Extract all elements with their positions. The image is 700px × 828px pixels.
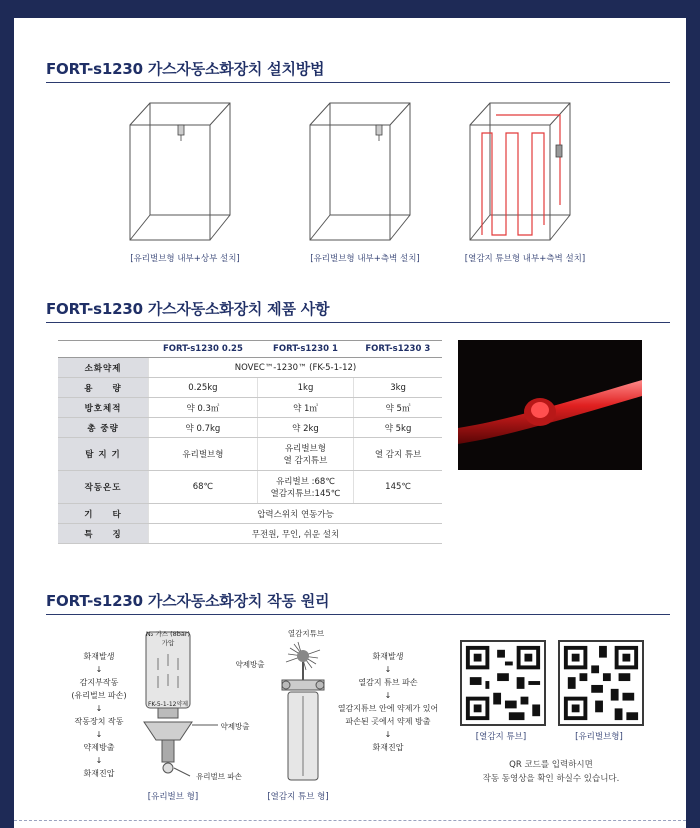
- page-bottom-divider: [14, 820, 686, 821]
- table-row: [58, 418, 442, 438]
- tube-flow-list: [326, 650, 450, 754]
- row-label: 소화약제: [58, 358, 149, 378]
- section-rule: [46, 614, 670, 615]
- spec-table: [58, 340, 442, 544]
- qr-code-icon: [462, 642, 544, 724]
- table-row: [58, 471, 442, 504]
- tube-photo-image: [458, 340, 642, 470]
- arrow-icon: ↓: [384, 665, 392, 674]
- section-rule: [46, 322, 670, 323]
- arrow-icon: ↓: [384, 691, 392, 700]
- row-label: 작동온도: [58, 471, 149, 504]
- cell: 약 2kg: [257, 418, 353, 438]
- cell: 열 감지 튜브: [354, 438, 442, 471]
- column-header: FORT-s1230 3: [354, 341, 442, 358]
- install-caption-side: [유리벌브형 내부+측벽 설치]: [310, 254, 420, 264]
- cell: 압력스위치 연동가능: [149, 504, 443, 524]
- flow-step: 작동장치 작동: [74, 717, 124, 726]
- install-caption-tube: [열감지 튜브형 내부+측벽 설치]: [464, 254, 586, 264]
- bulb-label-gas2: 가압: [161, 639, 175, 647]
- bulb-label-discharge: 약제방출: [220, 722, 250, 731]
- row-label: 총 중량: [58, 418, 149, 438]
- cell: 유리벌브형 열 감지튜브: [257, 438, 353, 471]
- flow-step: (유리벌브 파손): [71, 691, 127, 700]
- tube-photo: [458, 340, 642, 470]
- flow-step: 열감지튜브 안에 약제가 있어: [337, 704, 439, 713]
- arrow-icon: ↓: [95, 730, 103, 739]
- row-label: 방호체적: [58, 398, 149, 418]
- cell: 무전원, 무인, 쉬운 설치: [149, 524, 443, 544]
- arrow-icon: ↓: [95, 756, 103, 765]
- flow-step: 화재발생: [83, 652, 115, 661]
- qr-caption-bulb: [유리벌브형]: [575, 732, 623, 742]
- install-diagram-tube: [460, 95, 590, 245]
- table-header-row: [58, 341, 442, 358]
- cell: 3kg: [354, 378, 442, 398]
- arrow-icon: ↓: [95, 665, 103, 674]
- install-diagram-side: [300, 95, 430, 245]
- flow-step: 약제방출: [83, 743, 115, 752]
- row-label: 기 타: [58, 504, 149, 524]
- cell: 1kg: [257, 378, 353, 398]
- flow-step: 화재발생: [372, 652, 404, 661]
- flow-step: 열감지 튜브 파손: [358, 678, 418, 687]
- qr-note-line2: 작동 동영상을 확인 하실수 있습니다.: [482, 774, 620, 784]
- cell: 약 5kg: [354, 418, 442, 438]
- spec-section-title: FORT-s1230 가스자동소화장치 제품 사항: [46, 300, 330, 318]
- row-label: 특 징: [58, 524, 149, 544]
- bulb-label-tag: FK-5-1-12약제: [147, 701, 189, 708]
- table-row: [58, 358, 442, 378]
- arrow-icon: ↓: [384, 730, 392, 739]
- cell: 유리벌브형: [149, 438, 258, 471]
- column-header: FORT-s1230 1: [257, 341, 353, 358]
- arrow-icon: ↓: [95, 704, 103, 713]
- bulb-label-gas: N₂ 가스 (8bar): [145, 630, 191, 638]
- qr-caption-tube: [열감지 튜브]: [475, 732, 527, 742]
- tube-label-tube: 열감지튜브: [287, 629, 325, 638]
- install-diagram-top: [120, 95, 250, 245]
- install-caption-top: [유리벌브형 내부+상부 설치]: [130, 254, 240, 264]
- row-label: 탐 지 기: [58, 438, 149, 471]
- qr-note-line1: QR 코드를 입력하시면: [509, 760, 593, 770]
- flow-step: 파손된 곳에서 약제 방출: [345, 717, 431, 726]
- principle-section-title: FORT-s1230 가스자동소화장치 작동 원리: [46, 592, 330, 610]
- cell: 약 0.7kg: [149, 418, 258, 438]
- table-row: [58, 504, 442, 524]
- install-section-title: FORT-s1230 가스자동소화장치 설치방법: [46, 60, 325, 78]
- cell: 145℃: [354, 471, 442, 504]
- bulb-caption: [유리벌브 형]: [147, 792, 199, 802]
- flow-step: 감지부작동: [79, 678, 119, 687]
- table-row: [58, 398, 442, 418]
- table-row: [58, 438, 442, 471]
- tube-caption: [열감지 튜브 형]: [267, 792, 329, 802]
- bulb-flow-list: [54, 650, 144, 780]
- qr-code-tube[interactable]: [460, 640, 546, 726]
- cell: 약 0.3㎥: [149, 398, 258, 418]
- cell: 약 1㎥: [257, 398, 353, 418]
- cell: 약 5㎥: [354, 398, 442, 418]
- qr-code-bulb[interactable]: [558, 640, 644, 726]
- table-row: [58, 524, 442, 544]
- bulb-label-break: 유리벌브 파손: [196, 772, 242, 781]
- tube-label-discharge: 약제방출: [235, 660, 265, 669]
- column-header: FORT-s1230 0.25: [149, 341, 258, 358]
- qr-code-icon: [560, 642, 642, 724]
- cell: NOVEC™-1230™ (FK-5-1-12): [149, 358, 443, 378]
- table-row: [58, 378, 442, 398]
- cell: 0.25kg: [149, 378, 258, 398]
- row-label: 용 량: [58, 378, 149, 398]
- flow-step: 화재진압: [372, 743, 404, 752]
- section-rule: [46, 82, 670, 83]
- cell: 유리벌브 :68℃ 열감지튜브:145℃: [257, 471, 353, 504]
- flow-step: 화재진압: [83, 769, 115, 778]
- cell: 68℃: [149, 471, 258, 504]
